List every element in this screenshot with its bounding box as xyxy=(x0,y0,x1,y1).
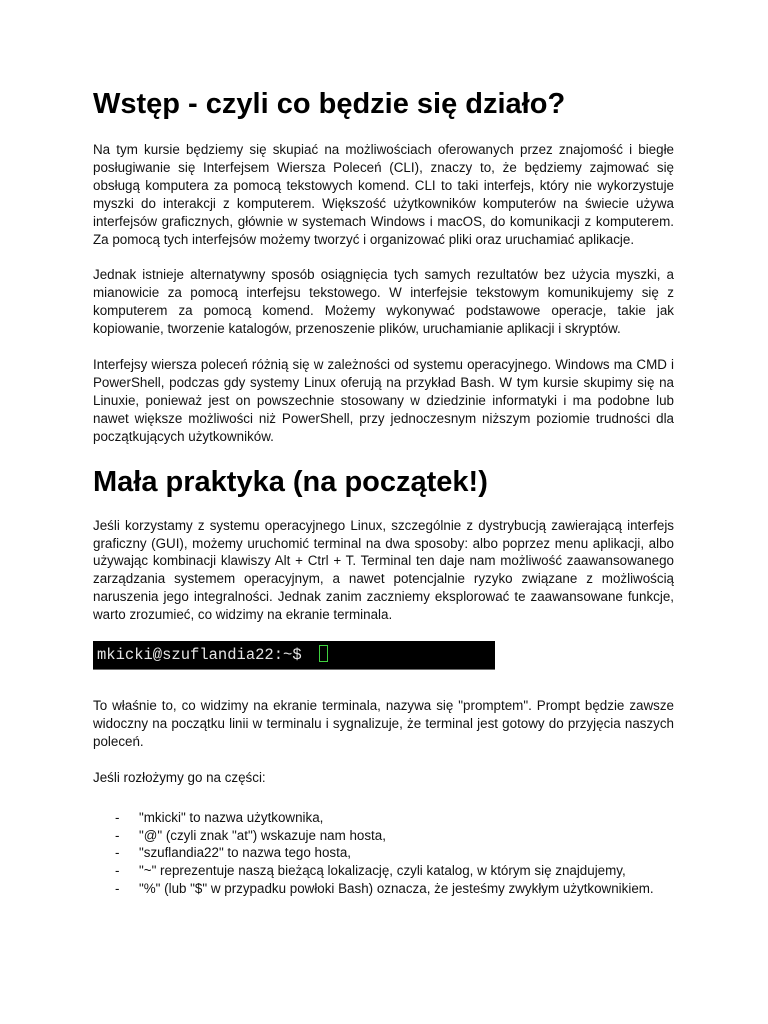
list-dash: - xyxy=(115,827,120,843)
list-item-text: "~" reprezentuje naszą bieżącą lokalizację, czyli katalog, w którym się znajdujemy, xyxy=(139,863,626,879)
paragraph-prompt-explained: To właśnie to, co widzimy na ekranie terminala, nazywa się "promptem". Prompt będzie zawsze widoczny na początku linii w terminalu i sygnalizuje, że terminal jest gotowy do przyjęcia naszych poleceń. xyxy=(93,698,674,749)
heading-intro: Wstęp - czyli co będzie się działo? xyxy=(93,88,566,120)
list-dash: - xyxy=(115,809,120,825)
paragraph-text-interface: Jednak istnieje alternatywny sposób osiągnięcia tych samych rezultatów bez użycia myszki, a mianowicie za pomocą interfejsu tekstowego. W interfejsie tekstowym komunikujemy się z komputerem za pomocą komend. Możemy wykonywać podstawowe operacje, takie jak kopiowanie, tworzenie katalogów, przenoszenie plików, uruchamianie aplikacji i skryptów. xyxy=(93,267,674,337)
heading-practice: Mała praktyka (na początek!) xyxy=(93,465,488,498)
list-dash: - xyxy=(115,845,120,861)
terminal-screenshot xyxy=(93,641,495,670)
list-item xyxy=(93,827,674,845)
prompt-parts-list xyxy=(93,809,674,899)
list-dash: - xyxy=(115,881,120,897)
list-item-text: "szuflandia22" to nazwa tego hosta, xyxy=(139,845,351,861)
document-page xyxy=(93,86,674,898)
list-item xyxy=(93,809,674,827)
list-item-text: "mkicki" to nazwa użytkownika, xyxy=(139,809,324,825)
paragraph-os-shells: Interfejsy wiersza poleceń różnią się w zależności od systemu operacyjnego. Windows ma CMD i PowerShell, podczas gdy systemy Linux oferują na przykład Bash. W tym kursie skupimy się na Linuxie, ponieważ jest on powszechnie stosowany w dziedzinie informatyki i ma podobne lub nawet większe możliwości niż PowerShell, przy jednoczesnym niższym poziomie trudności dla początkujących użytkowników. xyxy=(93,357,674,444)
list-item xyxy=(93,880,674,898)
list-item-text: "%" (lub "$" w przypadku powłoki Bash) oznacza, że jesteśmy zwykłym użytkownikiem. xyxy=(139,881,654,897)
paragraph-cli-intro: Na tym kursie będziemy się skupiać na możliwościach oferowanych przez znajomość i biegłe posługiwanie się Interfejsem Wiersza Poleceń (CLI), znaczy to, że będziemy zajmować się obsługą komputera za pomocą tekstowych komend. CLI to taki interfejs, który nie wykorzystuje myszki do interakcji z komputerem. Większość użytkowników komputerów na świecie używa interfejsów graficznych, głównie w systemach Windows i macOS, do komunikacji z komputerem. Za pomocą tych interfejsów możemy tworzyć i organizować pliki oraz uruchamiać aplikacje. xyxy=(93,142,674,247)
list-item-text: "@" (czyli znak "at") wskazuje nam hosta, xyxy=(139,827,386,843)
list-dash: - xyxy=(115,863,120,879)
terminal-cursor-icon xyxy=(319,645,328,662)
paragraph-breakdown-intro: Jeśli rozłożymy go na części: xyxy=(93,769,266,785)
list-item xyxy=(93,844,674,862)
list-item xyxy=(93,862,674,880)
terminal-prompt: mkicki@szuflandia22:~$ xyxy=(97,646,302,665)
paragraph-terminal-launch: Jeśli korzystamy z systemu operacyjnego Linux, szczególnie z dystrybucją zawierającą interfejs graficzny (GUI), możemy uruchomić terminal na dwa sposoby: albo poprzez menu aplikacji, albo używając kombinacji klawiszy Alt + Ctrl + T. Terminal ten daje nam możliwość zaawansowanego zarządzania systemem operacyjnym, a nawet potencjalnie ryzyko związane z możliwością naruszenia jego integralności. Jednak zanim zaczniemy eksplorować te zaawansowane funkcje, warto zrozumieć, co widzimy na ekranie terminala. xyxy=(93,517,674,623)
